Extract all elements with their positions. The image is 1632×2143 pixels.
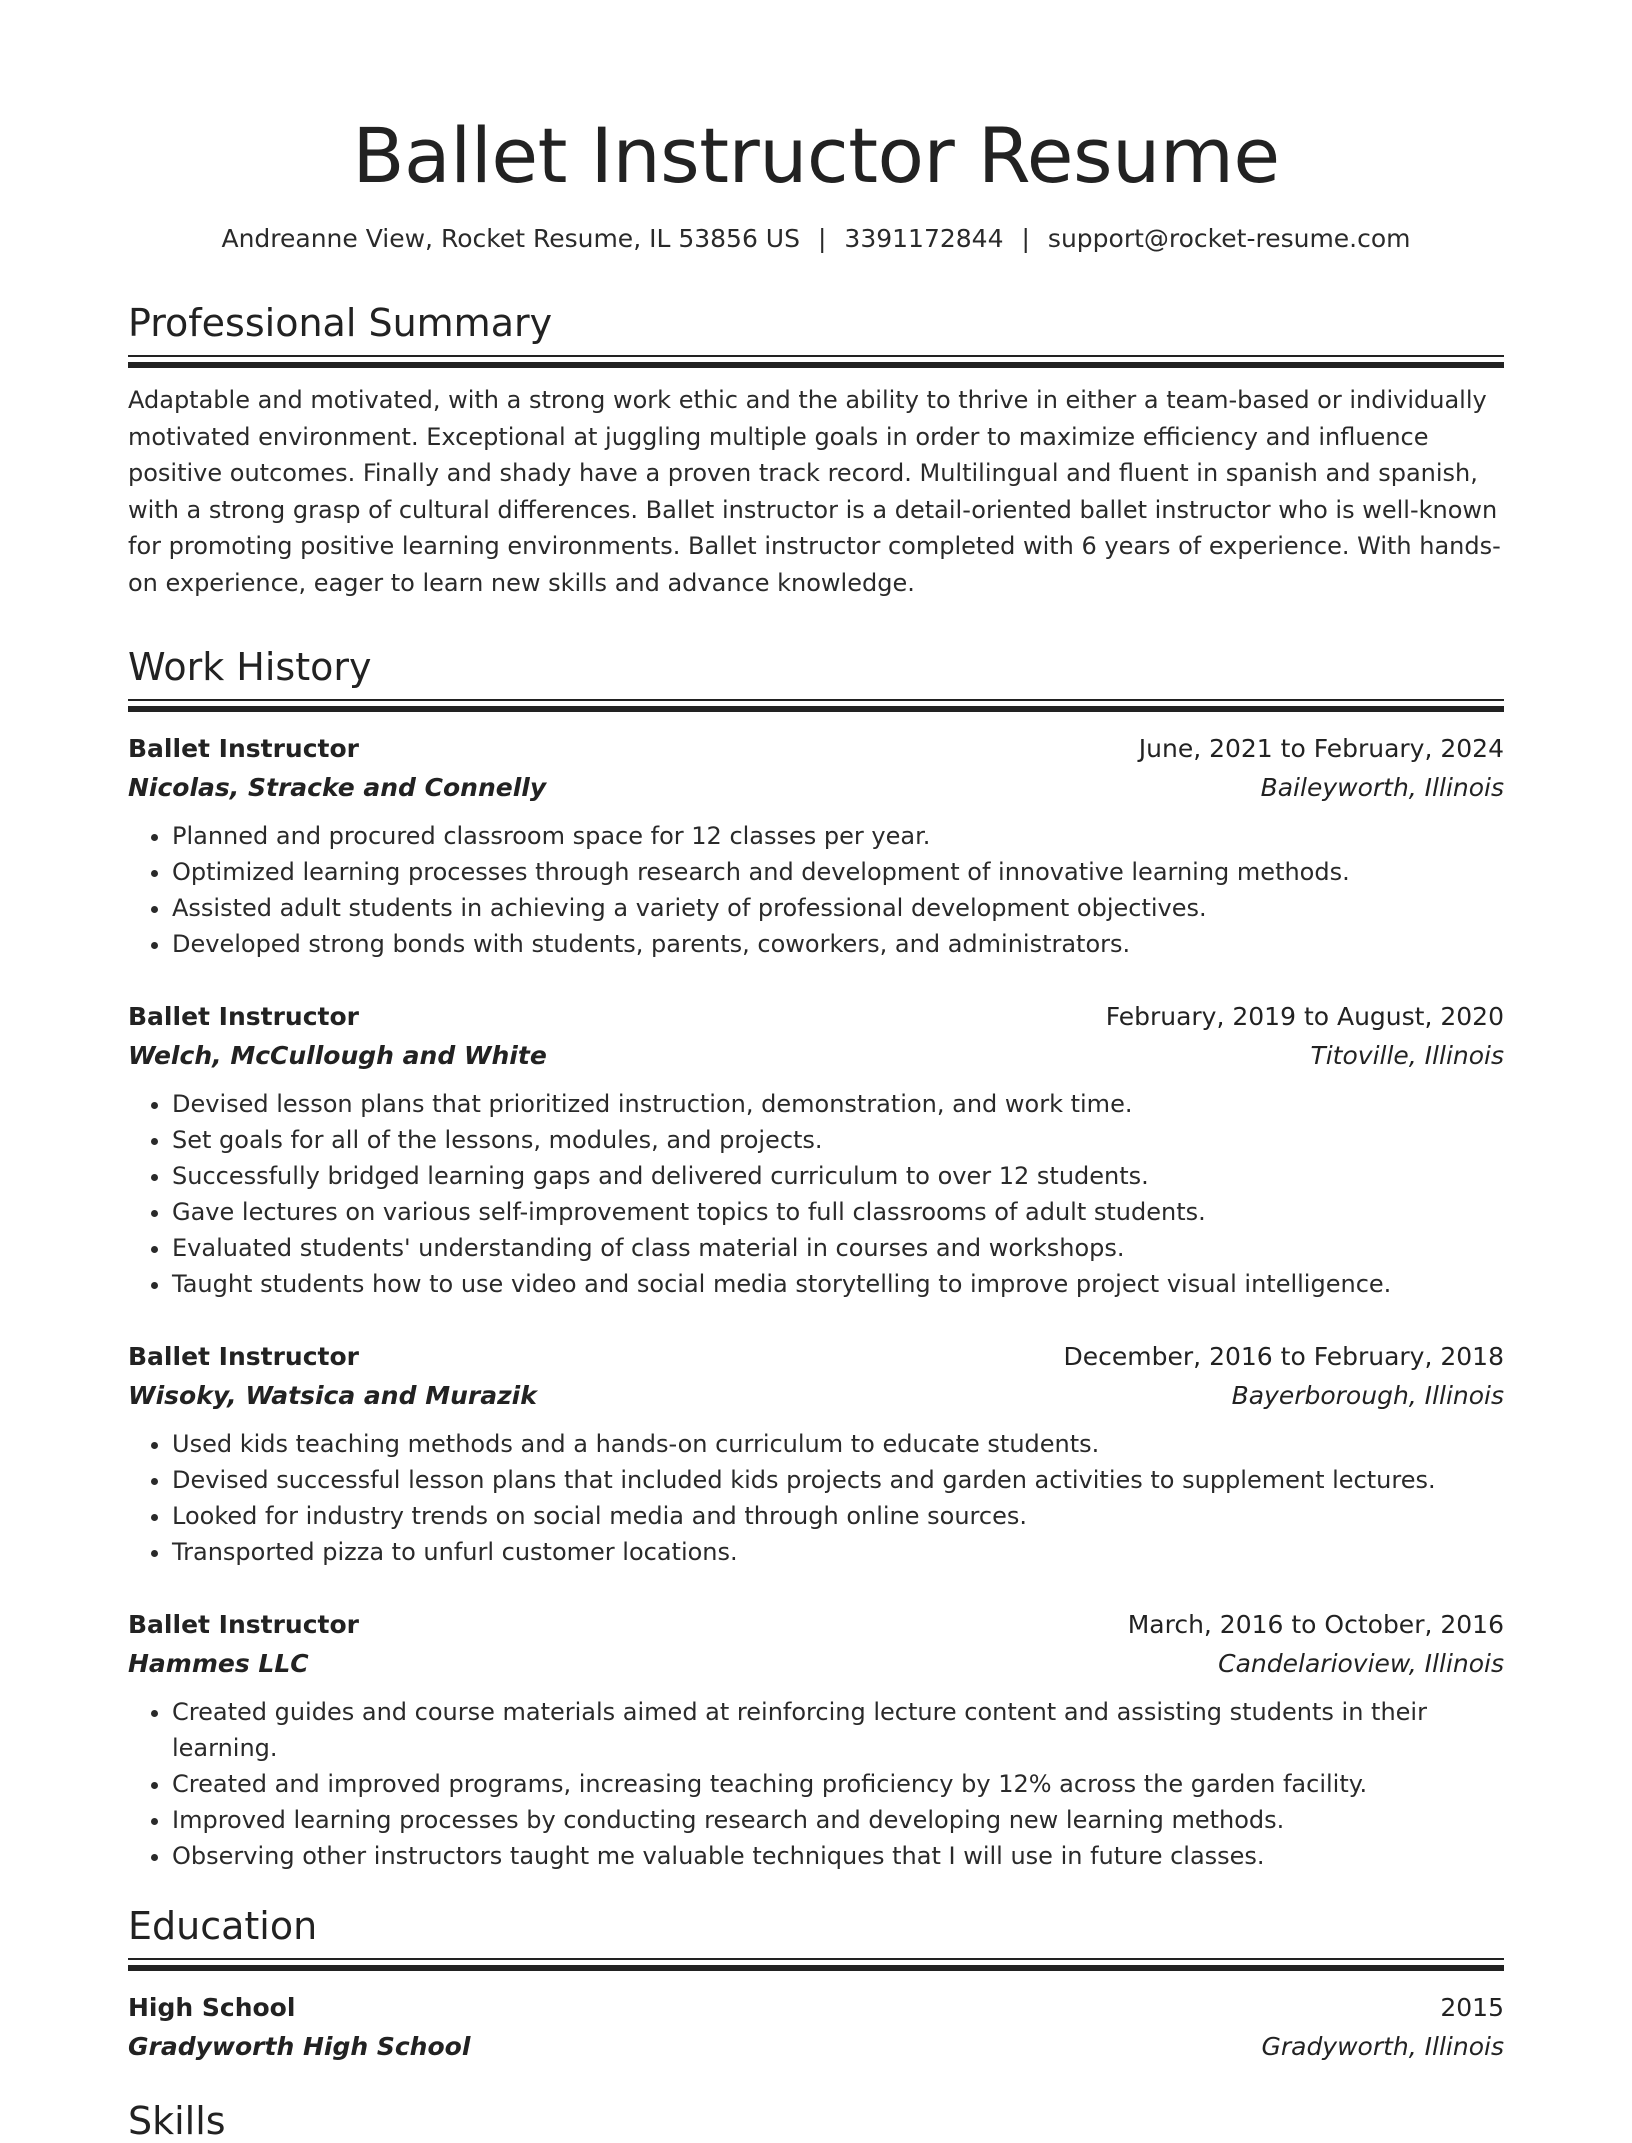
job-bullet: • Devised lesson plans that prioritized instruction, demonstration, and work time. [172, 1086, 1504, 1122]
section-divider [128, 699, 1504, 712]
job-company: Hammes LLC [128, 1649, 309, 1678]
page-title: Ballet Instructor Resume [352, 111, 1280, 200]
degree-name: High School [128, 1993, 296, 2022]
job-entry [128, 734, 1504, 962]
work-history-section [128, 645, 1504, 1874]
resume-page [128, 0, 1504, 2143]
job-location: Titoville, Illinois [1310, 1041, 1504, 1070]
job-company: Nicolas, Stracke and Connelly [128, 773, 547, 802]
contact-separator: | [817, 224, 827, 253]
section-heading: Work History [128, 645, 372, 689]
job-bullet: • Looked for industry trends on social media and through online sources. [172, 1498, 1504, 1534]
job-entry [128, 1610, 1504, 1874]
education-entry [128, 1993, 1504, 2061]
school-location: Gradyworth, Illinois [1261, 2032, 1504, 2061]
job-bullet: • Used kids teaching methods and a hands-on curriculum to educate students. [172, 1426, 1504, 1462]
job-bullet: • Optimized learning processes through research and development of innovative learning methods. [172, 854, 1504, 890]
contact-address: Andreanne View, Rocket Resume, IL 53856 US [221, 224, 800, 253]
contact-line [128, 224, 1504, 253]
section-heading: Skills [128, 2099, 226, 2143]
graduation-year: 2015 [1440, 1993, 1504, 2022]
job-bullets [128, 1426, 1504, 1570]
job-dates: June, 2021 to February, 2024 [1138, 734, 1504, 763]
job-dates: March, 2016 to October, 2016 [1127, 1610, 1504, 1639]
job-bullets [128, 1694, 1504, 1874]
job-bullet: • Evaluated students' understanding of class material in courses and workshops. [172, 1230, 1504, 1266]
job-bullets [128, 1086, 1504, 1302]
job-bullet: • Created and improved programs, increasing teaching proficiency by 12% across the garden facility. [172, 1766, 1504, 1802]
contact-separator: | [1021, 224, 1030, 253]
job-bullet: • Planned and procured classroom space for 12 classes per year. [172, 818, 1504, 854]
section-heading: Professional Summary [128, 301, 553, 345]
professional-summary-section [128, 301, 1504, 601]
job-bullet: • Created guides and course materials aimed at reinforcing lecture content and assisting students in their learning. [172, 1694, 1504, 1766]
job-title: Ballet Instructor [128, 1610, 360, 1639]
section-divider [128, 355, 1504, 368]
school-name: Gradyworth High School [128, 2032, 471, 2061]
job-bullet: • Successfully bridged learning gaps and delivered curriculum to over 12 students. [172, 1158, 1504, 1194]
job-bullet: • Gave lectures on various self-improvement topics to full classrooms of adult students. [172, 1194, 1504, 1230]
summary-text: Adaptable and motivated, with a strong work ethic and the ability to thrive in either a team-based or individually motivated environment. Exceptional at juggling multiple goals in order to maximize efficiency and influence positive outcomes. Finally and shady have a proven track record. Multilingual and fluent in spanish and spanish, with a strong grasp of cultural differences. Ballet instructor is a detail-oriented ballet instructor who is well-known for promoting positive learning environments. Ballet instructor completed with 6 years of experience. With hands-on experience, eager to learn new skills and advance knowledge. [128, 386, 1501, 597]
section-heading: Education [128, 1904, 318, 1948]
skills-section [128, 2099, 1504, 2143]
job-bullet: • Taught students how to use video and social media storytelling to improve project visual intelligence. [172, 1266, 1504, 1302]
job-location: Bayerborough, Illinois [1231, 1381, 1504, 1410]
job-title: Ballet Instructor [128, 1342, 360, 1371]
contact-phone: 3391172844 [844, 224, 1004, 253]
job-bullet: • Improved learning processes by conducting research and developing new learning methods. [172, 1802, 1504, 1838]
job-bullet: • Assisted adult students in achieving a variety of professional development objectives. [172, 890, 1504, 926]
job-title: Ballet Instructor [128, 734, 360, 763]
job-bullet: • Developed strong bonds with students, parents, coworkers, and administrators. [172, 926, 1504, 962]
education-section [128, 1904, 1504, 2061]
job-company: Wisoky, Watsica and Murazik [128, 1381, 537, 1410]
job-bullet: • Set goals for all of the lessons, modules, and projects. [172, 1122, 1504, 1158]
job-company: Welch, McCullough and White [128, 1041, 547, 1070]
job-location: Candelarioview, Illinois [1218, 1649, 1504, 1678]
job-entry [128, 1342, 1504, 1570]
job-location: Baileyworth, Illinois [1260, 773, 1504, 802]
job-entry [128, 1002, 1504, 1302]
section-divider [128, 1958, 1504, 1971]
job-bullets [128, 818, 1504, 962]
job-dates: February, 2019 to August, 2020 [1105, 1002, 1504, 1031]
job-bullet: • Observing other instructors taught me valuable techniques that I will use in future classes. [172, 1838, 1504, 1874]
job-dates: December, 2016 to February, 2018 [1063, 1342, 1504, 1371]
job-bullet: • Devised successful lesson plans that included kids projects and garden activities to supplement lectures. [172, 1462, 1504, 1498]
job-bullet: • Transported pizza to unfurl customer locations. [172, 1534, 1504, 1570]
contact-email[interactable]: support@rocket-resume.com [1047, 224, 1411, 253]
job-title: Ballet Instructor [128, 1002, 360, 1031]
